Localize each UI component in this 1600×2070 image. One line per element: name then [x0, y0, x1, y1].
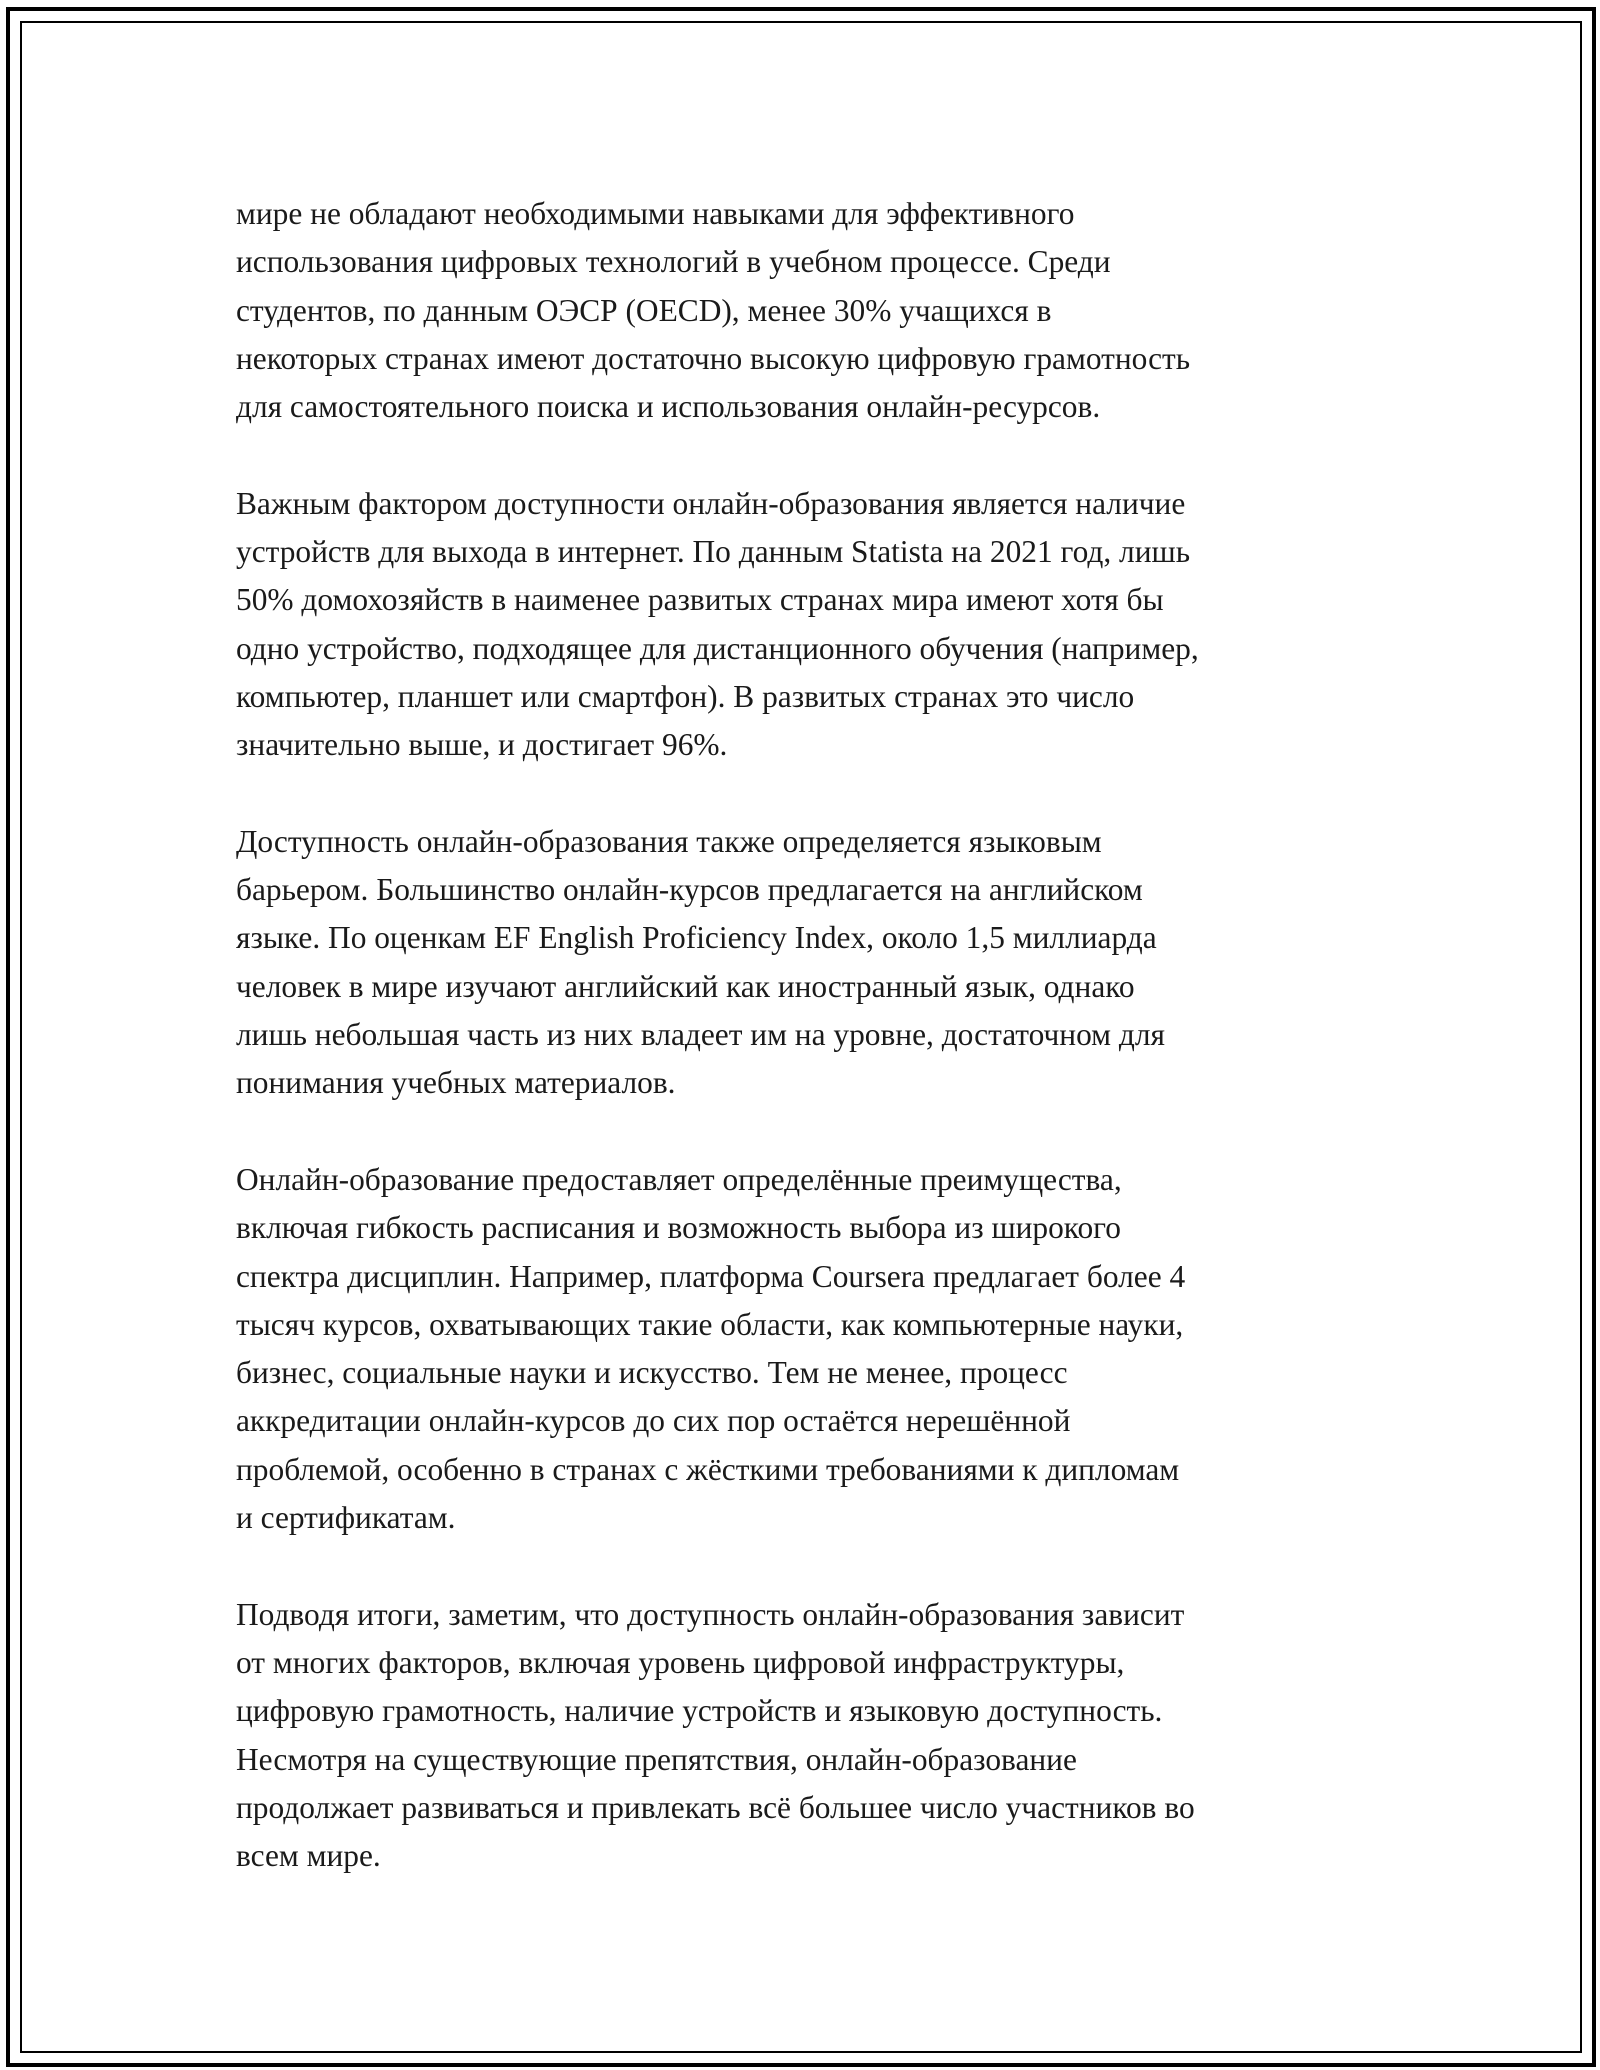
text-line: понимания учебных материалов.: [236, 1065, 676, 1101]
text-line: тысяч курсов, охватывающих такие области, как компьютерные науки,: [236, 1306, 1184, 1342]
paragraph-conclusion: [236, 1591, 1376, 1881]
text-line: значительно выше, и достигает 96%.: [236, 727, 728, 763]
text-line: 50% домохозяйств в наименее развитых странах мира имеют хотя бы: [236, 582, 1164, 618]
text-line: цифровую грамотность, наличие устройств и языковую доступность.: [236, 1693, 1163, 1729]
text-line: мире не обладают необходимыми навыками для эффективного: [236, 196, 1075, 231]
text-line: и сертификатам.: [236, 1500, 456, 1536]
text-line: одно устройство, подходящее для дистанционного обучения (например,: [236, 630, 1199, 666]
text-line: всем мире.: [236, 1838, 381, 1874]
text-line: для самостоятельного поиска и использования онлайн-ресурсов.: [236, 389, 1101, 425]
text-line: спектра дисциплин. Например, платформа Coursera предлагает более 4: [236, 1258, 1186, 1294]
text-line: использования цифровых технологий в учебном процессе. Среди: [236, 244, 1111, 280]
text-line: барьером. Большинство онлайн-курсов предлагается на английском: [236, 872, 1143, 908]
text-line: бизнес, социальные науки и искусство. Тем не менее, процесс: [236, 1355, 1068, 1391]
document-body: [236, 190, 1376, 1929]
paragraph-advantages: [236, 1156, 1376, 1542]
text-line: продолжает развиваться и привлекать всё большее число участников во: [236, 1789, 1195, 1825]
text-line: Подводя итоги, заметим, что доступность онлайн-образования зависит: [236, 1596, 1185, 1632]
text-line: от многих факторов, включая уровень цифровой инфраструктуры,: [236, 1644, 1125, 1680]
text-line: проблемой, особенно в странах с жёсткими требованиями к дипломам: [236, 1451, 1180, 1487]
text-line: Онлайн-образование предоставляет определённые преимущества,: [236, 1161, 1122, 1197]
paragraph-language-barrier: [236, 818, 1376, 1108]
paragraph-digital-literacy: [236, 190, 1376, 431]
text-line: устройств для выхода в интернет. По данным Statista на 2021 год, лишь: [236, 534, 1191, 570]
text-line: языке. По оценкам EF English Proficiency Index, около 1,5 миллиарда: [236, 920, 1157, 956]
text-line: включая гибкость расписания и возможность выбора из широкого: [236, 1210, 1121, 1246]
text-line: Важным фактором доступности онлайн-образования является наличие: [236, 485, 1186, 521]
paragraph-devices: [236, 480, 1376, 770]
text-line: лишь небольшая часть из них владеет им на уровне, достаточном для: [236, 1017, 1165, 1053]
text-line: человек в мире изучают английский как иностранный язык, однако: [236, 968, 1135, 1004]
text-line: компьютер, планшет или смартфон). В развитых странах это число: [236, 678, 1135, 714]
text-line: Несмотря на существующие препятствия, онлайн-образование: [236, 1741, 1077, 1777]
text-line: Доступность онлайн-образования также определяется языковым: [236, 823, 1102, 859]
text-line: аккредитации онлайн-курсов до сих пор остаётся нерешённой: [236, 1403, 1071, 1439]
text-line: студентов, по данным ОЭСР (OECD), менее 30% учащихся в: [236, 292, 1052, 328]
text-line: некоторых странах имеют достаточно высокую цифровую грамотность: [236, 340, 1191, 376]
